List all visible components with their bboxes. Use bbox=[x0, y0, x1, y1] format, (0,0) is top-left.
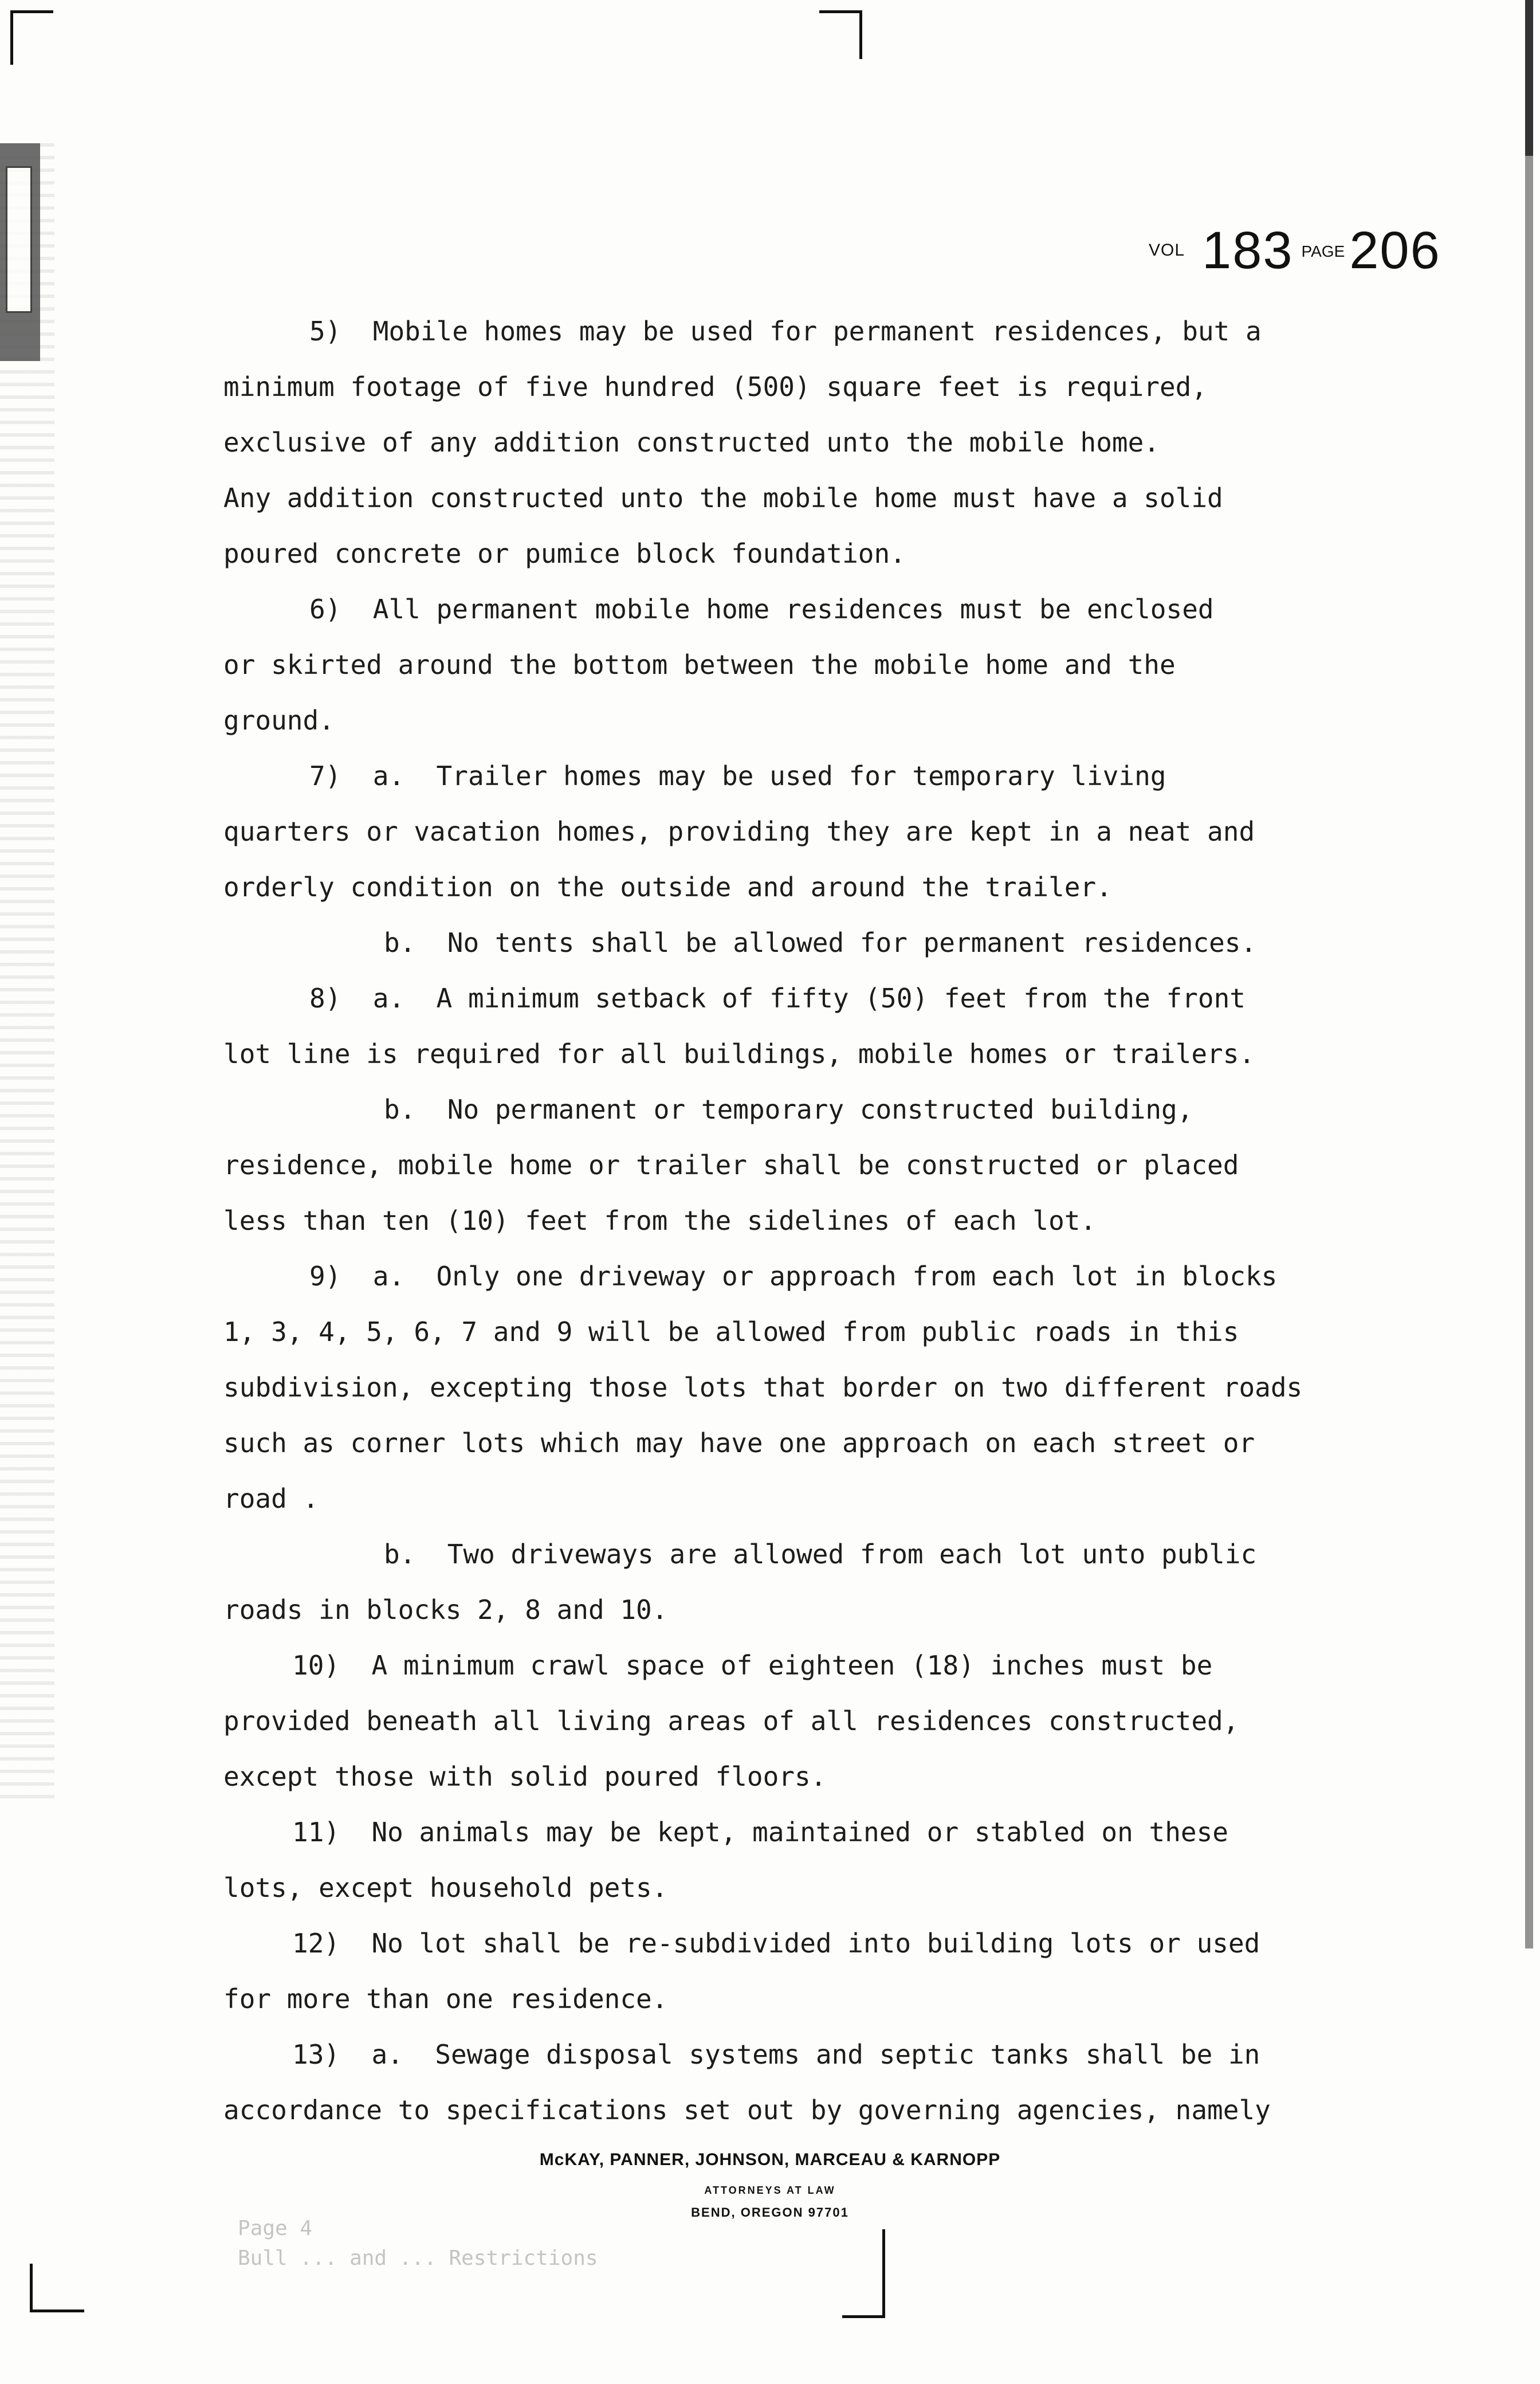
binding-clip bbox=[0, 143, 40, 361]
volume-page-stamp bbox=[1149, 221, 1441, 284]
text-line: 12) No lot shall be re-subdivided into building lots or used bbox=[292, 1928, 1260, 1959]
text-line: 13) a. Sewage disposal systems and septic tanks shall be in bbox=[292, 2039, 1260, 2070]
text-line: b. No tents shall be allowed for permanent residences. bbox=[384, 927, 1257, 958]
text-line: 5) Mobile homes may be used for permanent residences, but a bbox=[309, 316, 1262, 347]
text-line: poured concrete or pumice block foundation. bbox=[223, 538, 906, 569]
crop-mark-bottom-center bbox=[842, 2229, 885, 2318]
right-edge-shadow bbox=[1525, 0, 1533, 1948]
text-line: for more than one residence. bbox=[223, 1983, 668, 2014]
text-line: 7) a. Trailer homes may be used for temporary living bbox=[309, 760, 1166, 791]
page-label: PAGE bbox=[1301, 242, 1345, 260]
page-number: 206 bbox=[1349, 221, 1441, 280]
text-line: Any addition constructed unto the mobile home must have a solid bbox=[223, 483, 1223, 513]
text-line: b. Two driveways are allowed from each lot unto public bbox=[384, 1539, 1257, 1570]
text-line: or skirted around the bottom between the mobile home and the bbox=[223, 649, 1176, 680]
text-line: quarters or vacation homes, providing they are kept in a neat and bbox=[223, 816, 1255, 847]
binding-shadow bbox=[0, 143, 54, 1805]
faded-footer-line-1: Page 4 bbox=[238, 2217, 313, 2240]
text-line: 9) a. Only one driveway or approach from each lot in blocks bbox=[309, 1261, 1278, 1292]
text-line: ground. bbox=[223, 705, 335, 736]
text-line: 8) a. A minimum setback of fifty (50) feet from the front bbox=[309, 983, 1246, 1014]
volume-label: VOL bbox=[1149, 241, 1185, 260]
text-line: road . bbox=[223, 1483, 319, 1514]
text-line: accordance to specifications set out by governing agencies, namely bbox=[223, 2095, 1271, 2126]
text-line: orderly condition on the outside and around the trailer. bbox=[223, 872, 1112, 903]
text-line: b. No permanent or temporary constructed building, bbox=[384, 1094, 1193, 1125]
crop-mark-top-center bbox=[819, 10, 862, 59]
faded-footer-line-2: Bull ... and ... Restrictions bbox=[238, 2246, 598, 2270]
text-line: lot line is required for all buildings, mobile homes or trailers. bbox=[223, 1038, 1255, 1069]
text-line: except those with solid poured floors. bbox=[223, 1761, 827, 1792]
text-line: minimum footage of five hundred (500) square feet is required, bbox=[223, 371, 1208, 402]
law-firm-address: BEND, OREGON 97701 bbox=[691, 2205, 849, 2220]
law-firm-name: McKAY, PANNER, JOHNSON, MARCEAU & KARNOPP bbox=[539, 2150, 1001, 2169]
text-line: 1, 3, 4, 5, 6, 7 and 9 will be allowed from public roads in this bbox=[223, 1316, 1239, 1347]
crop-mark-bottom-left bbox=[30, 2264, 84, 2312]
crop-mark-top-left bbox=[10, 10, 53, 65]
text-line: subdivision, excepting those lots that border on two different roads bbox=[223, 1372, 1303, 1403]
text-line: provided beneath all living areas of all residences constructed, bbox=[223, 1705, 1239, 1736]
text-line: less than ten (10) feet from the sidelines of each lot. bbox=[223, 1205, 1097, 1236]
text-line: lots, except household pets. bbox=[223, 1872, 668, 1903]
text-line: such as corner lots which may have one approach on each street or bbox=[223, 1428, 1255, 1458]
text-line: residence, mobile home or trailer shall be constructed or placed bbox=[223, 1150, 1239, 1181]
text-line: 10) A minimum crawl space of eighteen (18) inches must be bbox=[292, 1650, 1213, 1681]
text-line: exclusive of any addition constructed unto the mobile home. bbox=[223, 427, 1160, 458]
text-line: 11) No animals may be kept, maintained or stabled on these bbox=[292, 1817, 1228, 1848]
text-line: 6) All permanent mobile home residences must be enclosed bbox=[309, 594, 1214, 625]
volume-number: 183 bbox=[1202, 221, 1294, 280]
text-line: roads in blocks 2, 8 and 10. bbox=[223, 1594, 668, 1625]
law-firm-subtitle: ATTORNEYS AT LAW bbox=[704, 2185, 836, 2196]
